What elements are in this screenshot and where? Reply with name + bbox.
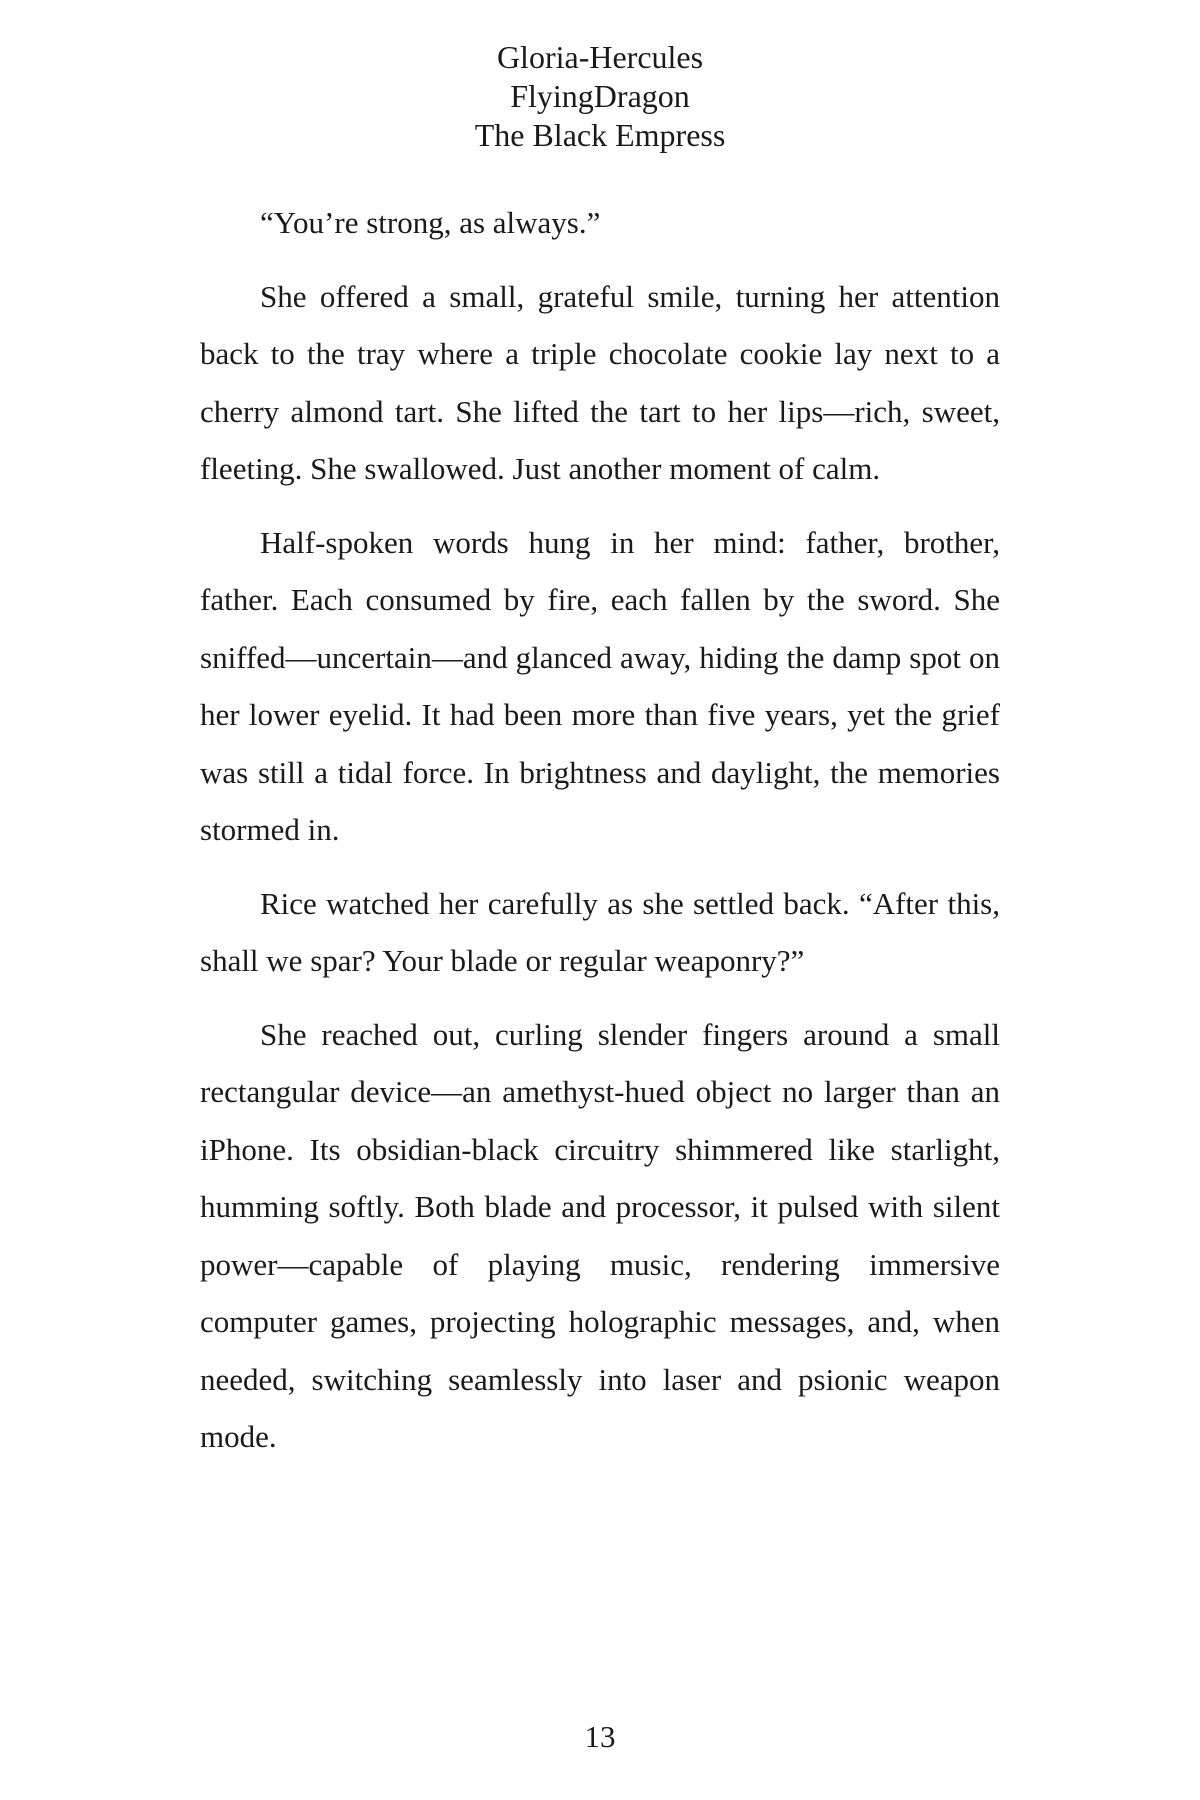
- paragraph-2: She offered a small, grateful smile, turning her attention back to the tray where a triple chocolate cookie lay next to a cherry almond tart. She lifted the tart to her lips—rich, sweet, fleeting. She swallowed. Just another moment of calm.: [200, 278, 1000, 486]
- header-author: Gloria-Hercules: [496, 39, 704, 75]
- body-text: [200, 194, 1000, 1482]
- header-book-title: The Black Empress: [474, 117, 726, 153]
- paragraph-5: She reached out, curling slender fingers around a small rectangular device—an amethyst-hued object no larger than an iPhone. Its obsidian-black circuitry shimmered like starlight, humming softly. Both blade and processor, it pulsed with silent power—capable of playing music, rendering immersive computer games, projecting holographic messages, and, when needed, switching seamlessly into laser and psionic weapon mode.: [200, 1016, 1000, 1454]
- page-number: 13: [584, 1719, 616, 1754]
- paragraph-1: “You’re strong, as always.”: [260, 205, 601, 240]
- paragraph-4: Rice watched her carefully as she settled back. “After this, shall we spar? Your blade or regular weaponry?”: [200, 885, 1000, 978]
- paragraph-3: Half-spoken words hung in her mind: father, brother, father. Each consumed by fire, each fallen by the sword. She sniffed—uncertain—and glanced away, hiding the damp spot on her lower eyelid. It had been more than five years, yet the grief was still a tidal force. In brightness and daylight, the memories stormed in.: [200, 524, 1000, 847]
- running-header: [0, 38, 1200, 155]
- header-publisher: FlyingDragon: [510, 78, 690, 114]
